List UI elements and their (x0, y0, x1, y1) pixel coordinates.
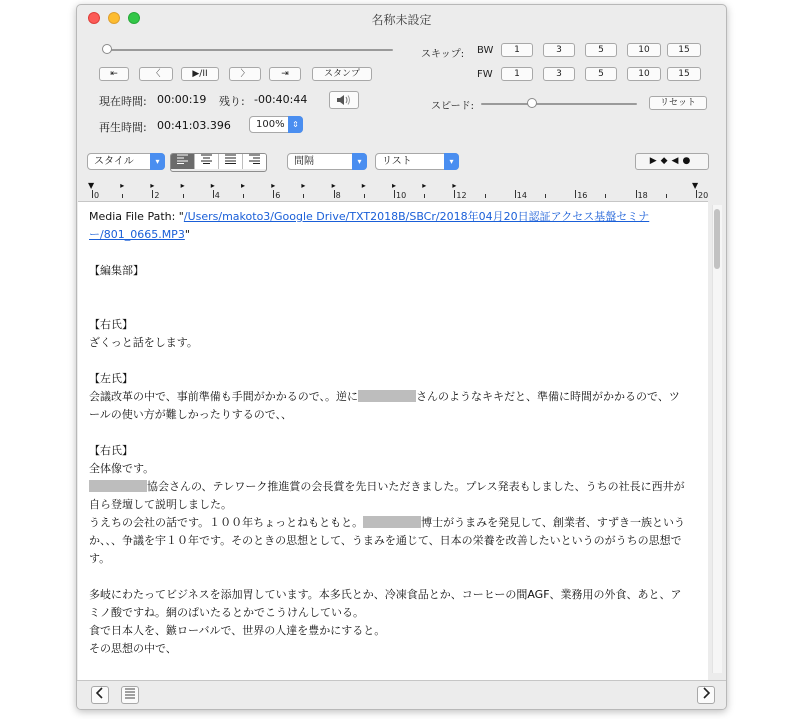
ruler-number: 12 (456, 191, 467, 200)
tab-stop-marker[interactable]: ▸ (301, 181, 306, 190)
paragraph-text: ざくっと話をします。 (89, 336, 198, 349)
current-time-value: 00:00:19 (157, 93, 207, 106)
bw-label: BW (477, 45, 494, 56)
paragraph-text: その思想の中で、 (89, 642, 177, 655)
ruler-tick (485, 194, 486, 198)
tab-stop-marker[interactable]: ▸ (271, 181, 276, 190)
speaker-heading: 【左氏】 (89, 372, 133, 385)
spacing-select[interactable] (287, 153, 367, 170)
paragraph-text: 全体像です。 (89, 462, 155, 475)
fw-skip-1-button[interactable]: 1 (501, 67, 533, 81)
remaining-time-label: 残り: (219, 95, 245, 108)
style-select-value: スタイル (94, 156, 134, 167)
previous-button[interactable] (91, 686, 109, 704)
speaker-heading: 【右氏】 (89, 318, 133, 331)
bw-skip-5-button[interactable]: 5 (585, 43, 617, 57)
document-area[interactable] (78, 201, 708, 680)
step-forward-button[interactable]: 〉 (229, 67, 261, 81)
redaction-block (363, 516, 421, 528)
ruler-tick (696, 190, 697, 198)
tab-stop-marker[interactable]: ▸ (241, 181, 246, 190)
tab-stop-marker[interactable]: ▸ (150, 181, 155, 190)
vertical-scrollbar[interactable] (712, 205, 722, 673)
align-left-button[interactable] (171, 154, 195, 169)
chevron-left-icon (95, 687, 105, 699)
paragraph-text: 多岐にわたってビジネスを添加胃しています。本多氏とか、冷凍食品とか、コーヒーの間AGF、業務用の外食、あと、アミノ酸ですね。網のぱいたるとかでこうけんしている。 (89, 588, 682, 619)
text-fragment: 会議改革の中で、事前準備も手間がかかるので、。逆に (89, 390, 359, 403)
paragraph-text (89, 514, 689, 568)
ruler-number: 2 (154, 191, 160, 200)
ruler-number: 10 (396, 191, 407, 200)
fw-skip-10-button[interactable]: 10 (627, 67, 661, 81)
speed-label: スピード: (431, 101, 474, 112)
ruler-number: 0 (94, 191, 100, 200)
ruler-tick (515, 190, 516, 198)
bw-skip-10-button[interactable]: 10 (627, 43, 661, 57)
list-select-value: リスト (382, 156, 412, 167)
media-path-link[interactable]: /Users/makoto3/Google Drive/TXT2018B/SBCr/2018年04月20日認証アクセス基盤セミナー/801_0665.MP3 (89, 210, 650, 241)
ruler-number: 20 (698, 191, 709, 200)
fw-skip-3-button[interactable]: 3 (543, 67, 575, 81)
list-view-button[interactable] (121, 686, 139, 704)
total-time-value: 00:41:03.396 (157, 119, 231, 132)
stamp-button[interactable]: スタンプ (312, 67, 372, 81)
bw-skip-15-button[interactable]: 15 (667, 43, 701, 57)
speed-slider-knob[interactable] (527, 98, 537, 108)
ruler-number: 4 (214, 191, 220, 200)
spacing-select-value: 間隔 (294, 156, 314, 167)
tab-stop-buttons[interactable]: ▶◆◀● (635, 153, 709, 170)
ruler-number: 16 (577, 191, 588, 200)
redaction-block (89, 480, 147, 492)
ruler-tick (545, 194, 546, 198)
bw-skip-1-button[interactable]: 1 (501, 43, 533, 57)
ruler-tick (92, 190, 93, 198)
paragraph-text (89, 388, 689, 424)
position-slider-knob[interactable] (102, 44, 112, 54)
text-fragment: 博士がうまみを発見して、創業者、すずき一族というか、、、争議を宇１０年です。そのときの思想として、うまみを通じて、日本の栄養を改善したいというのがうちの思想です。 (89, 516, 686, 565)
position-slider[interactable] (103, 49, 393, 51)
speed-slider[interactable] (481, 103, 637, 105)
title-bar (77, 5, 726, 31)
ruler-tick (575, 190, 576, 198)
tab-stop-marker[interactable]: ▸ (120, 181, 125, 190)
zoom-select-value: 100% (256, 119, 285, 130)
ruler-tick (334, 190, 335, 198)
ruler-tick (454, 190, 455, 198)
align-right-button[interactable] (243, 154, 266, 169)
media-path-line (89, 208, 689, 244)
paragraph-text: 食で日本人を、鏃ローバルで、世界の人達を豊かにすると。 (89, 624, 386, 637)
remaining-time-value: -00:40:44 (254, 93, 308, 106)
ruler-tick (636, 190, 637, 198)
step-back-button[interactable]: 〈 (139, 67, 173, 81)
media-path-label: Media File Path: " (89, 210, 184, 223)
chevron-right-icon (701, 687, 711, 699)
fw-skip-5-button[interactable]: 5 (585, 67, 617, 81)
right-indent-marker[interactable]: ▼ (692, 181, 699, 190)
tab-stop-marker[interactable]: ▸ (392, 181, 397, 190)
chevron-updown-icon: ⇕ (288, 116, 303, 133)
ruler-tick (303, 194, 304, 198)
ruler-tick (213, 190, 214, 198)
tab-stop-marker[interactable]: ▸ (361, 181, 366, 190)
text-ruler[interactable] (77, 180, 726, 200)
go-to-end-button[interactable]: ⇥ (269, 67, 301, 81)
tab-stop-marker[interactable]: ▸ (331, 181, 336, 190)
align-justify-icon (224, 154, 237, 164)
ruler-tick (394, 190, 395, 198)
tab-stop-marker[interactable]: ▸ (210, 181, 215, 190)
bottom-bar (77, 680, 726, 710)
bw-skip-3-button[interactable]: 3 (543, 43, 575, 57)
align-justify-button[interactable] (219, 154, 243, 169)
redaction-block (358, 390, 416, 402)
tab-stop-marker[interactable]: ▸ (180, 181, 185, 190)
align-center-icon (200, 154, 213, 164)
style-select[interactable] (87, 153, 165, 170)
ruler-number: 8 (335, 191, 341, 200)
ruler-number: 18 (637, 191, 648, 200)
align-left-icon (176, 154, 189, 164)
alignment-group (170, 153, 267, 172)
ruler-tick (243, 194, 244, 198)
ruler-tick (605, 194, 606, 198)
tab-stop-marker[interactable]: ▸ (452, 181, 457, 190)
ruler-tick (152, 190, 153, 198)
text-fragment: うえちの会社の話です。１００年ちょっとねもともと。 (89, 516, 364, 529)
tab-stop-marker[interactable]: ▸ (422, 181, 427, 190)
reset-speed-button[interactable]: リセット (649, 96, 707, 110)
current-time-label: 現在時間: (99, 95, 147, 108)
volume-button[interactable] (329, 91, 359, 109)
fw-skip-15-button[interactable]: 15 (667, 67, 701, 81)
next-button[interactable] (697, 686, 715, 704)
document-text[interactable] (89, 208, 689, 658)
media-path-end: " (184, 228, 190, 241)
list-select[interactable] (375, 153, 459, 170)
editor-heading: 【編集部】 (89, 264, 144, 277)
chevron-down-icon: ▾ (150, 153, 165, 170)
format-toolbar (77, 153, 726, 199)
skip-label: スキップ: (421, 49, 465, 60)
total-time-label: 再生時間: (99, 121, 147, 134)
ruler-number: 6 (275, 191, 281, 200)
speaker-icon (336, 94, 352, 106)
ruler-tick (424, 194, 425, 198)
scrollbar-thumb[interactable] (714, 209, 720, 269)
transcription-window (76, 4, 727, 710)
align-center-button[interactable] (195, 154, 219, 169)
zoom-select[interactable] (249, 116, 303, 133)
speaker-heading: 【右氏】 (89, 444, 133, 457)
window-title: 名称未設定 (371, 13, 432, 27)
list-icon (124, 687, 136, 699)
ruler-number: 14 (516, 191, 527, 200)
ruler-tick (364, 194, 365, 198)
ruler-tick (666, 194, 667, 198)
paragraph-text (89, 478, 689, 514)
chevron-down-icon: ▾ (444, 153, 459, 170)
align-right-icon (248, 154, 261, 164)
chevron-down-icon: ▾ (352, 153, 367, 170)
go-to-start-button[interactable]: ⇤ (99, 67, 129, 81)
text-fragment: 協会さんの、テレワーク推進賞の会長賞を先日いただきました。プレス発表もしました、うちの社長に西井が自ら登壇して説明しました。 (89, 480, 685, 511)
text-fragment: さんのようなキキだと、準備に時間がかかるので、ツールの使い方が難しかったりするので、、 (89, 390, 680, 421)
ruler-tick (273, 190, 274, 198)
play-pause-button[interactable]: ▶/II (181, 67, 219, 81)
ruler-tick (183, 194, 184, 198)
left-indent-marker[interactable]: ▼ (88, 181, 95, 190)
ruler-tick (122, 194, 123, 198)
fw-label: FW (477, 69, 493, 80)
